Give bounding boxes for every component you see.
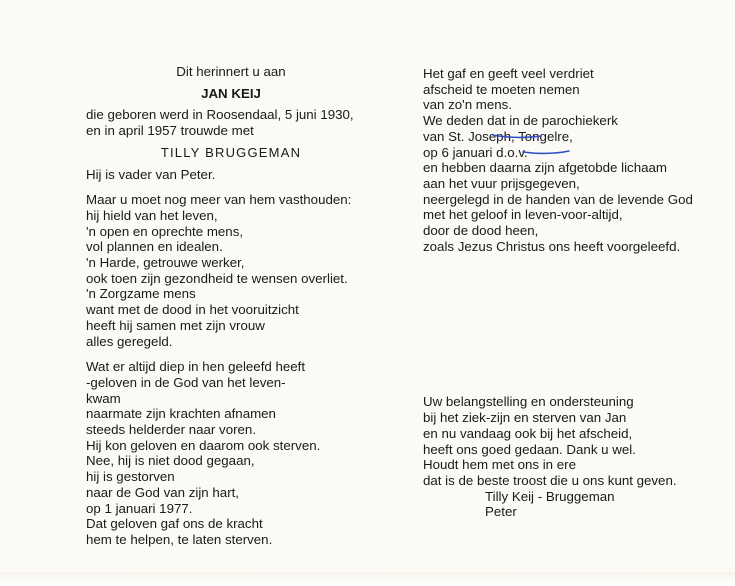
text-line: met het geloof in leven-voor-altijd, xyxy=(423,207,623,223)
text-line: dat is de beste troost die u ons kunt geven. xyxy=(423,472,677,488)
farewell-paragraph xyxy=(423,66,723,254)
text-line: -geloven in de God van het leven- xyxy=(86,374,286,390)
text-line: alles geregeld. xyxy=(86,333,173,349)
text-line: hij hield van het leven, xyxy=(86,207,218,223)
text-line: afscheid te moeten nemen xyxy=(423,81,580,97)
text-line: Wat er altijd diep in hen geleefd heeft xyxy=(86,359,306,375)
text-line: 'n Zorgzame mens xyxy=(86,286,196,302)
text-line: vol plannen en idealen. xyxy=(86,239,223,255)
text-line: Hij kon geloven en daarom ook sterven. xyxy=(86,437,321,453)
text-line: hem te helpen, te laten sterven. xyxy=(86,531,273,547)
text-line: neergelegd in de handen van de levende God xyxy=(423,191,693,207)
signature-name: Peter xyxy=(485,504,517,520)
text-line: hij is gestorven xyxy=(86,469,175,485)
signature-block xyxy=(423,489,723,520)
text-line: door de dood heen, xyxy=(423,223,539,239)
text-line: aan het vuur prijsgegeven, xyxy=(423,175,580,191)
text-line: zoals Jezus Christus ons heeft voorgeleefd. xyxy=(423,238,681,254)
text-line: want met de dood in het vooruitzicht xyxy=(86,302,299,318)
marriage-line: en in april 1957 trouwde met xyxy=(86,123,254,139)
text-line: kwam xyxy=(86,390,121,406)
text-line: We deden dat in de parochiekerk xyxy=(423,113,618,129)
left-column xyxy=(86,64,376,548)
text-line: en hebben daarna zijn afgetobde lichaam xyxy=(423,160,667,176)
text-line: en nu vandaag ook bij het afscheid, xyxy=(423,425,633,441)
text-line: Maar u moet nog meer van hem vasthouden: xyxy=(86,192,352,208)
text-line: bij het ziek-zijn en sterven van Jan xyxy=(423,410,627,426)
signature-name: Tilly Keij - Bruggeman xyxy=(485,488,615,504)
deceased-name: JAN KEIJ xyxy=(201,85,261,101)
right-column xyxy=(423,66,723,520)
birth-line: die geboren werd in Roosendaal, 5 juni 1930, xyxy=(86,107,354,123)
faith-paragraph xyxy=(86,359,376,547)
father-line: Hij is vader van Peter. xyxy=(86,166,216,182)
text-line: Uw belangstelling en ondersteuning xyxy=(423,394,634,410)
thanks-paragraph xyxy=(423,394,723,488)
text-line: ook toen zijn gezondheid te wensen overliet. xyxy=(86,270,348,286)
text-line: 'n open en oprechte mens, xyxy=(86,223,244,239)
text-line: Dat geloven gaf ons de kracht xyxy=(86,516,263,532)
text-line: heeft hij samen met zijn vrouw xyxy=(86,317,265,333)
spouse-name: TILLY BRUGGEMAN xyxy=(160,144,302,160)
text-line: naar de God van zijn hart, xyxy=(86,484,240,500)
text-line: steeds helderder naar voren. xyxy=(86,422,257,438)
text-line: heeft ons goed gedaan. Dank u wel. xyxy=(423,441,636,457)
text-line: van St. Joseph, Tongelre, xyxy=(423,128,573,144)
text-line: Houdt hem met ons in ere xyxy=(423,457,576,473)
tribute-paragraph xyxy=(86,192,376,349)
text-line: van zo'n mens. xyxy=(423,97,513,113)
text-line: op 1 januari 1977. xyxy=(86,500,193,516)
text-line: op 6 januari d.o.v. xyxy=(423,144,528,160)
text-line: Nee, hij is niet dood gegaan, xyxy=(86,453,255,469)
intro-line: Dit herinnert u aan xyxy=(176,64,286,79)
text-line: Het gaf en geeft veel verdriet xyxy=(423,66,594,81)
text-line: naarmate zijn krachten afnamen xyxy=(86,406,276,422)
text-line: 'n Harde, getrouwe werker, xyxy=(86,255,245,271)
